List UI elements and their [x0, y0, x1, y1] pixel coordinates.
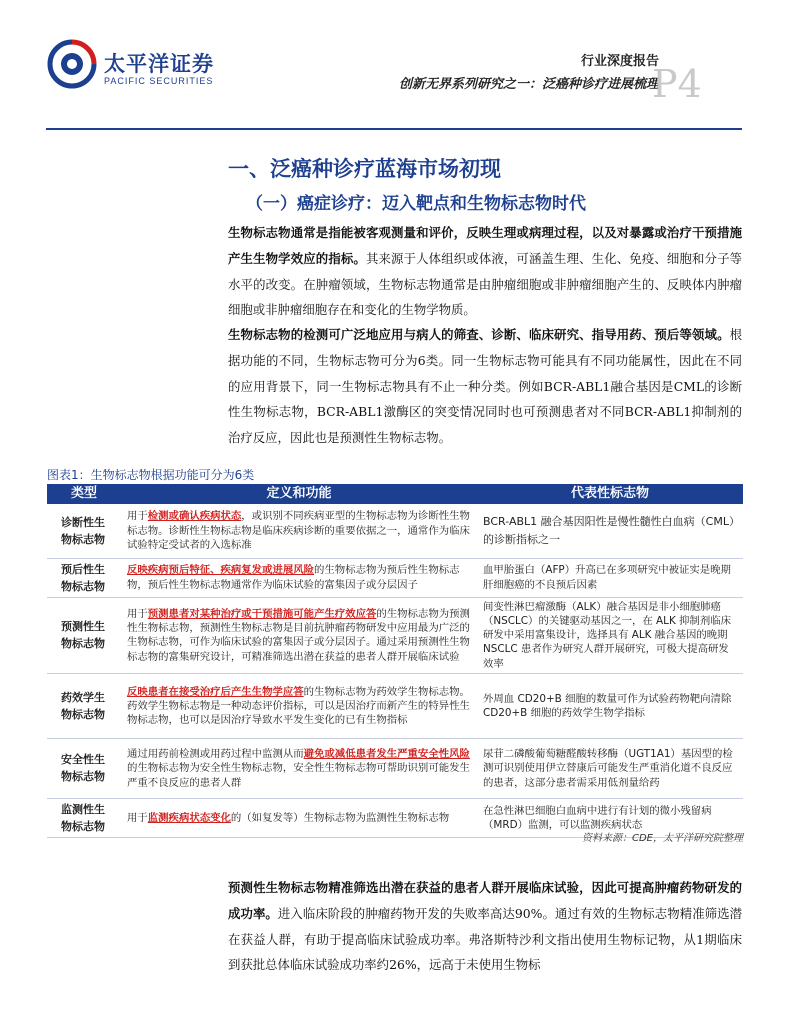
cell-type: 药效学生物标志物: [47, 673, 121, 738]
header-type: 类型: [47, 484, 121, 504]
table-row: [47, 673, 743, 738]
table-caption: 图表1：生物标志物根据功能可分为6类: [47, 466, 743, 485]
cell-type: 诊断性生物标志物: [47, 504, 121, 558]
header-definition: 定义和功能: [121, 484, 477, 504]
cell-example: 血甲胎蛋白（AFP）升高已在多项研究中被证实是晚期肝细胞癌的不良预后因素: [477, 558, 743, 597]
cell-type: 预测性生物标志物: [47, 597, 121, 673]
header-divider: [46, 128, 742, 130]
logo-mark-icon: [46, 38, 98, 90]
cell-definition: 用于监测疾病状态变化的（如复发等）生物标志物为监测性生物标志物: [121, 798, 477, 837]
paragraph-body: 根据功能的不同，生物标志物可分为6类。同一生物标志物可能具有不同功能属性，因此在不同的应用背景下，同一生物标志物具有不止一种分类。例如BCR-ABL1融合基因是CML的诊断性生物标志物，BCR-ABL1激酶区的突变情况同时也可预测患者对不同BCR-ABL1抑制剂的治疗反应，因此也是预测性生物标志物。: [228, 327, 742, 446]
table-row: [47, 558, 743, 597]
cell-definition: 通过用药前检测或用药过程中监测从而避免或减低患者发生严重安全性风险的生物标志物为安全性生物标志物，安全性生物标志物可帮助识别可能发生严重不良反应的患者人群: [121, 738, 477, 798]
logo-cn-text: 太平洋证券: [104, 52, 214, 76]
paragraph-biomarker-applications: [228, 322, 742, 451]
header-example: 代表性标志物: [477, 484, 743, 504]
highlight-text: 避免或减低患者发生严重安全性风险: [303, 748, 470, 761]
cell-type: 预后性生物标志物: [47, 558, 121, 597]
paragraph-body: 其来源于人体组织或体液，可涵盖生理、生化、免疫、细胞和分子等水平的改变。在肿瘤领域，生物标志物通常是由肿瘤细胞或非肿瘤细胞产生的、反映体内肿瘤细胞或非肿瘤细胞存在和变化的生物学物质。: [228, 250, 743, 318]
highlight-text: 检测或确认疾病状态: [147, 510, 242, 523]
cell-definition: 反映疾病预后特征、疾病复发或进展风险的生物标志物为预后性生物标志物，预后性生物标志物通常作为临床试验的富集因子或分层因子: [121, 558, 477, 597]
highlight-text: 预测患者对某种治疗或干预措施可能产生疗效应答: [147, 607, 377, 620]
highlight-text: 反映患者在接受治疗后产生生物学应答: [127, 685, 304, 698]
subsection-heading: （一）癌症诊疗：迈入靶点和生物标志物时代: [246, 194, 586, 214]
highlight-text: 反映疾病预后特征、疾病复发或进展风险: [127, 564, 315, 577]
paragraph-lead: 预测性生物标志物精准筛选出潜在获益的患者人群开展临床试验，因此可提高肿瘤药物研发的成功率。: [228, 880, 742, 921]
cell-example: 间变性淋巴瘤激酶（ALK）融合基因是非小细胞肺癌（NSCLC）的关键驱动基因之一，在 ALK 抑制剂临床研发中采用富集设计，选择具有 ALK 融合基因的晚期 NSCLC 患者作为研究人群开展研究，可极大提高研发效率: [477, 597, 743, 673]
cell-definition: 用于检测或确认疾病状态，或识别不同疾病亚型的生物标志物为诊断性生物标志物。诊断性生物标志物是临床疾病诊断的重要依据之一，通常作为临床试验特定受试者的入选标准: [121, 504, 477, 558]
table-source: 资料来源：CDE，太平洋研究院整理: [581, 833, 743, 844]
cell-example: 外周血 CD20+B 细胞的数量可作为试验药物靶向清除 CD20+B 细胞的药效学生物学指标: [477, 673, 743, 738]
paragraph-biomarker-definition: [228, 220, 742, 323]
table-row: [47, 597, 743, 673]
highlight-text: 监测疾病状态变化: [147, 811, 231, 824]
cell-definition: 用于预测患者对某种治疗或干预措施可能产生疗效应答的生物标志物为预测性生物标志物，预测性生物标志物是目前抗肿瘤药物研发中应用最为广泛的生物标志物，可作为临床试验的富集因子或分层因子。通过采用预测性生物标志物的富集研究设计，可精准筛选出潜在获益的患者人群开展临床试验: [121, 597, 477, 673]
paragraph-lead: 生物标志物通常是指能被客观测量和评价，反映生理或病理过程，以及对暴露或治疗干预措施产生生物学效应的指标。: [228, 225, 742, 266]
page-number: P4: [652, 62, 702, 106]
cell-type: 安全性生物标志物: [47, 738, 121, 798]
table-row: [47, 504, 743, 558]
paragraph-lead: 生物标志物的检测可广泛地应用与病人的筛查、诊断、临床研究、指导用药、预后等领域。: [228, 327, 730, 342]
section-heading: 一、泛癌种诊疗蓝海市场初现: [228, 157, 501, 181]
table-row: [47, 738, 743, 798]
company-logo: [46, 38, 214, 94]
cell-example: BCR-ABL1 融合基因阳性是慢性髓性白血病（CML）的诊断指标之一: [477, 504, 743, 558]
paragraph-predictive-biomarkers: [228, 875, 742, 978]
biomarker-table: [47, 484, 743, 838]
cell-definition: 反映患者在接受治疗后产生生物学应答的生物标志物为药效学生物标志物。药效学生物标志物是一种动态评价指标，可以是因治疗而新产生的特异性生物标志物，也可以是因治疗导致水平发生变化的已有生物指标: [121, 673, 477, 738]
logo-en-text: PACIFIC SECURITIES: [104, 76, 214, 86]
paragraph-body: 进入临床阶段的肿瘤药物开发的失败率高达90%。通过有效的生物标志物精准筛选潜在获益人群，有助于提高临床试验成功率。弗洛斯特沙利文指出使用生物标记物，从1期临床到获批总体临床试验成功率约26%，远高于未使用生物标: [228, 905, 743, 973]
table-header-row: [47, 484, 743, 504]
report-title: 创新无界系列研究之一：泛癌种诊疗进展梳理: [398, 77, 659, 92]
cell-example: 在急性淋巴细胞白血病中进行有计划的微小残留病（MRD）监测，可以监测疾病状态: [477, 798, 743, 837]
cell-type: 监测性生物标志物: [47, 798, 121, 837]
report-category: 行业深度报告: [580, 54, 659, 69]
cell-example: 尿苷二磷酸葡萄糖醛酸转移酶（UGT1A1）基因型的检测可识别使用伊立替康后可能发生严重消化道不良反应的患者，这部分患者需采用低剂量给药: [477, 738, 743, 798]
